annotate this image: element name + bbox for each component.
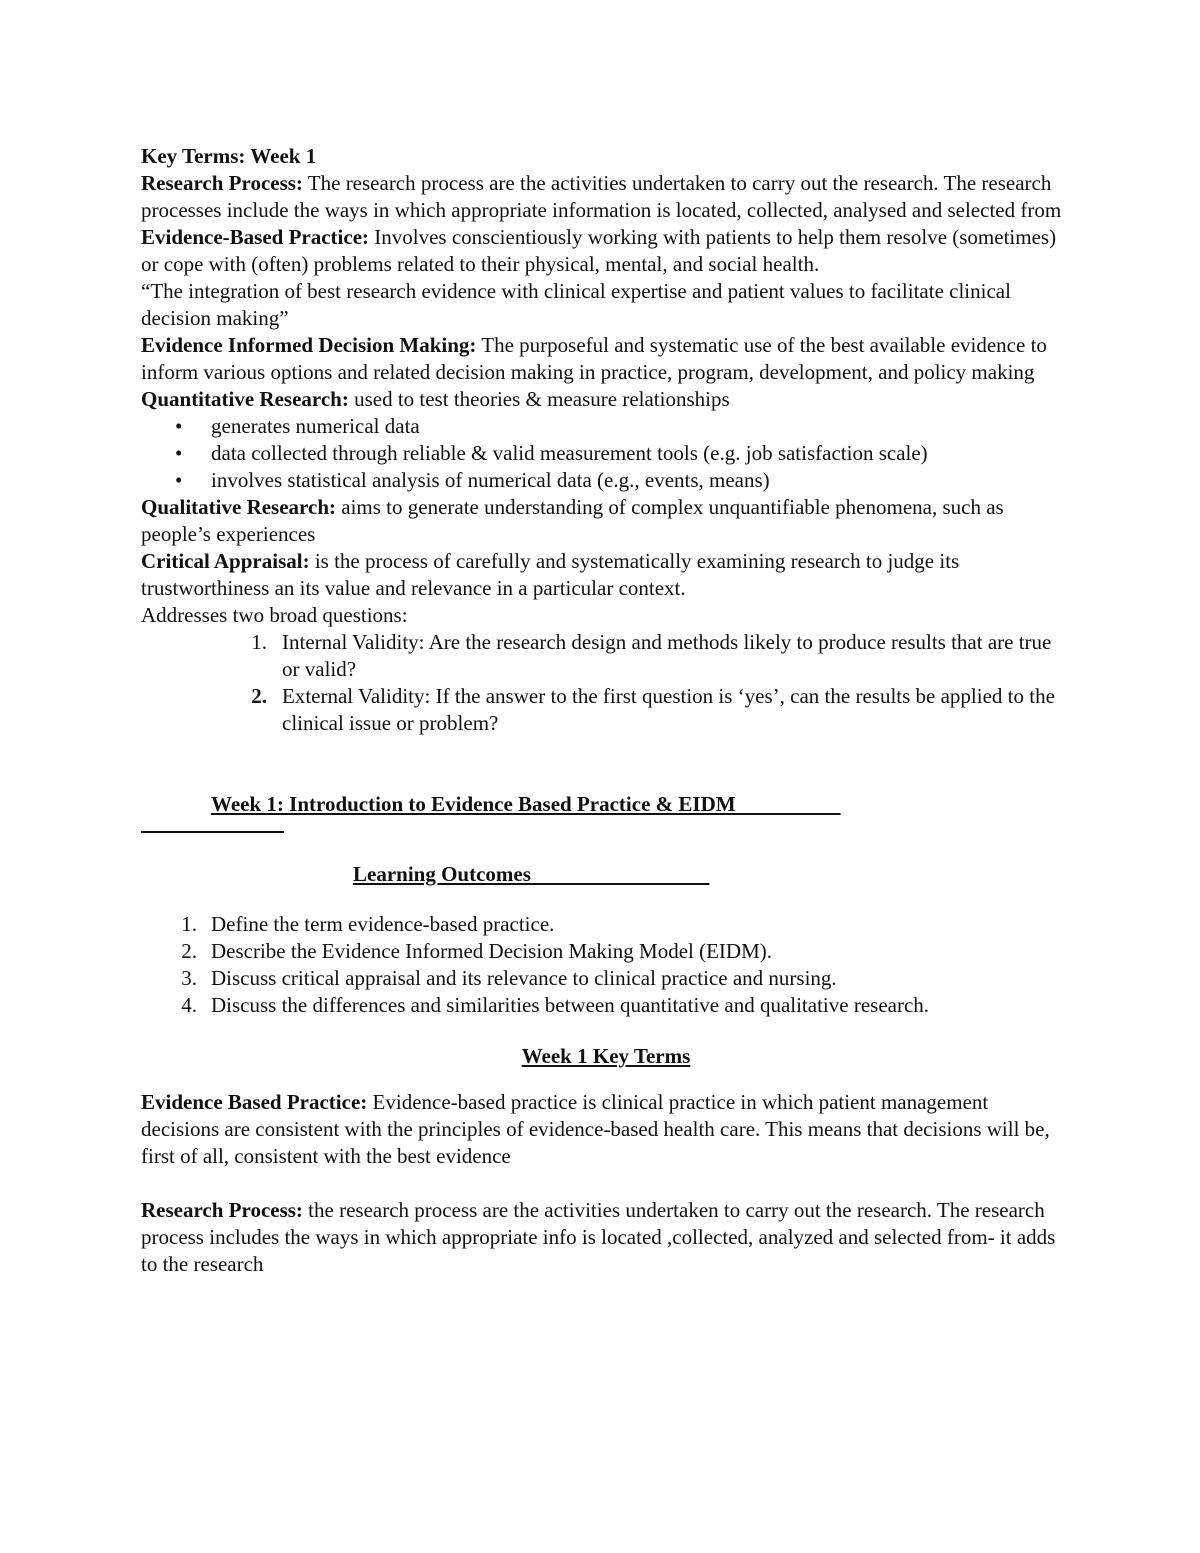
definition: Evidence-based practice is clinical practice in which patient management decisions are consistent with the principles of evidence-based health care. This means that decisions will be, first of all, consistent with the best evidence (141, 1090, 1050, 1168)
list-number: 1. (251, 630, 267, 654)
research-process-definition (141, 1197, 1071, 1278)
list-item: • generates numerical data (175, 414, 420, 438)
definition: the research process are the activities undertaken to carry out the research. The research process includes the ways in which appropriate info is located ,collected, analyzed and selected from- it adds to the research (141, 1198, 1056, 1276)
term: Research Process: (141, 171, 303, 195)
bullet-icon: • (175, 468, 183, 492)
questions-intro: Addresses two broad questions: (141, 603, 408, 627)
term: Evidence-Based Practice: (141, 225, 370, 249)
list-number: 2. (181, 939, 197, 963)
definition: aims to generate understanding of complex unquantifiable phenomena, such as people’s experiences (141, 495, 1004, 546)
week-heading: Week 1: Introduction to Evidence Based Practice & EIDM (211, 792, 841, 816)
qualitative-entry (141, 494, 1071, 548)
term: Evidence Based Practice: (141, 1090, 368, 1114)
research-process-entry (141, 170, 1071, 224)
ebp-quote: “The integration of best research evidence with clinical expertise and patient values to facilitate clinical decision making” (141, 279, 1011, 330)
term: Evidence Informed Decision Making: (141, 333, 477, 357)
list-item: 3. Discuss critical appraisal and its relevance to clinical practice and nursing. (141, 965, 1071, 992)
list-number: 1. (181, 912, 197, 936)
list-item: 1. Internal Validity: Are the research design and methods likely to produce results that are true or valid? (141, 629, 1071, 683)
list-item: • involves statistical analysis of numerical data (e.g., events, means) (175, 468, 770, 492)
term: Quantitative Research: (141, 387, 349, 411)
validity-questions (141, 629, 1071, 737)
term: Critical Appraisal: (141, 549, 310, 573)
quantitative-entry (141, 386, 1071, 413)
document-page (141, 143, 1071, 1278)
bullet-icon: • (175, 441, 183, 465)
definition: is the process of carefully and systematically examining research to judge its trustworthiness an its value and relevance in a particular context. (141, 549, 960, 600)
list-number: 2. (251, 684, 267, 708)
list-number: 4. (181, 993, 197, 1017)
definition: used to test theories & measure relationships (348, 387, 730, 411)
learning-outcomes-list (141, 911, 1071, 1019)
ebp-entry (141, 224, 1071, 278)
learning-outcomes-heading: Learning Outcomes (353, 862, 710, 886)
term: Qualitative Research: (141, 495, 336, 519)
quantitative-bullets (141, 413, 1071, 494)
term: Research Process: (141, 1198, 303, 1222)
week1-key-terms-heading: Week 1 Key Terms (521, 1044, 691, 1068)
eidm-entry (141, 332, 1071, 386)
list-number: 3. (181, 966, 197, 990)
ebp-definition (141, 1089, 1071, 1170)
list-item: 4. Discuss the differences and similarities between quantitative and qualitative research. (141, 992, 1071, 1019)
list-item: • data collected through reliable & valid measurement tools (e.g. job satisfaction scale) (175, 441, 928, 465)
list-item: 1. Define the term evidence-based practice. (141, 911, 1071, 938)
critical-appraisal-entry (141, 548, 1071, 602)
list-item: 2. External Validity: If the answer to the first question is ‘yes’, can the results be applied to the clinical issue or problem? (141, 683, 1071, 737)
definition: The research process are the activities undertaken to carry out the research. The research processes include the ways in which appropriate information is located, collected, analysed and selected from (141, 171, 1062, 222)
bullet-icon: • (175, 414, 183, 438)
key-terms-title: Key Terms: Week 1 (141, 144, 317, 168)
definition: Involves conscientiously working with patients to help them resolve (sometimes) or cope with (often) problems related to their physical, mental, and social health. (141, 225, 1057, 276)
definition: The purposeful and systematic use of the best available evidence to inform various options and related decision making in practice, program, development, and policy making (141, 333, 1047, 384)
list-item: 2. Describe the Evidence Informed Decision Making Model (EIDM). (141, 938, 1071, 965)
